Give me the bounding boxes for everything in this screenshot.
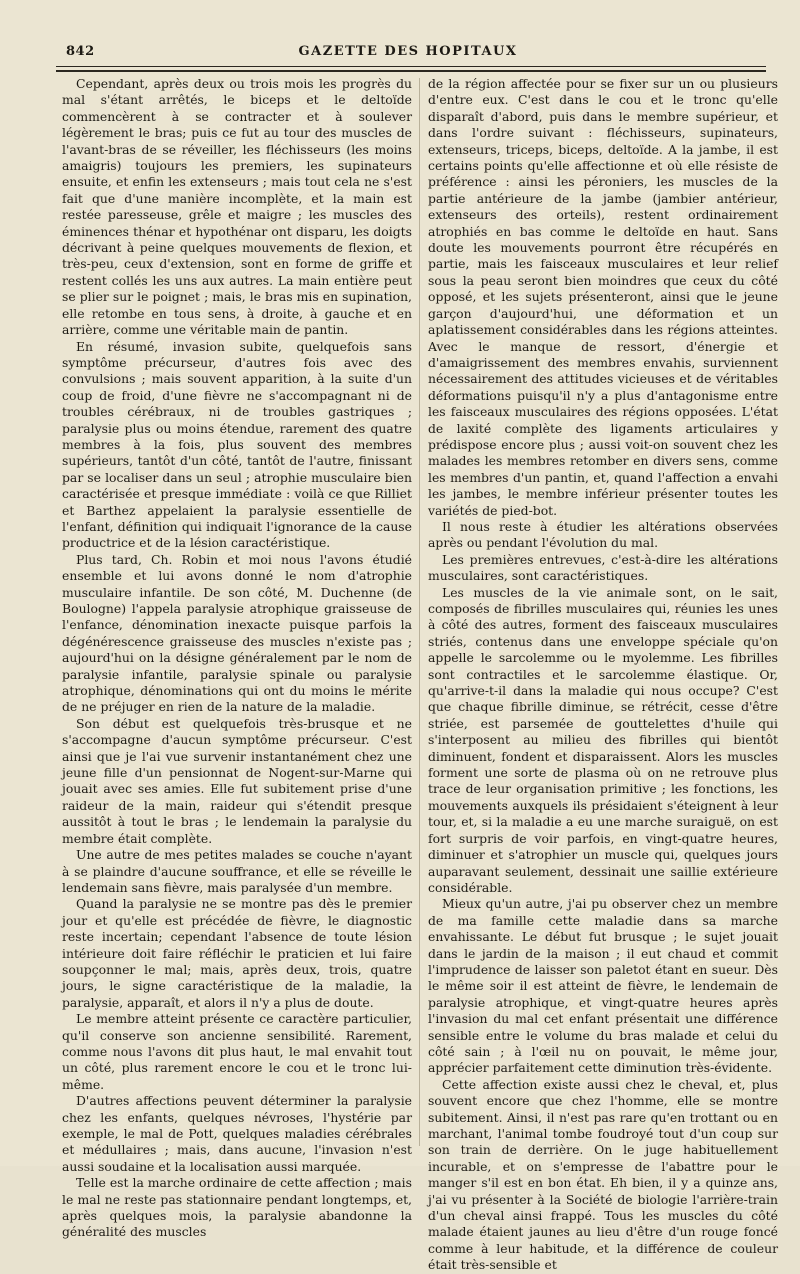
paragraph: Il nous reste à étudier les altérations observées après ou pendant l'évolution du mal. (428, 518, 778, 551)
paragraph: Son début est quelquefois très-brusque et ne s'accompagne d'aucun symptôme précurseur. C'est ainsi que je l'ai vue survenir instantanément chez une jeune fille d'un pensionnat de Nogent-sur-Marne qui jouait avec ses amies. Elle fut subitement prise d'une raideur de la main, raideur qui s'étendit presque aussitôt à tout le bras ; le lendemain la paralysie du membre était complète. (62, 715, 412, 846)
page-number: 842 (66, 44, 95, 59)
running-title: GAZETTE DES HOPITAUX (298, 44, 518, 59)
paragraph: Quand la paralysie ne se montre pas dès le premier jour et qu'elle est précédée de fièvre, le diagnostic reste incertain; cependant l'absence de toute lésion intérieure doit faire réfléchir le praticien et lui faire soupçonner le mal; mais, après deux, trois, quatre jours, le signe caractéristique de la maladie, la paralysie, apparaît, et alors il n'y a plus de doute. (62, 896, 412, 1010)
paragraph: Cependant, après deux ou trois mois les progrès du mal s'étant arrêtés, le biceps et le deltoïde commencèrent à se contracter et à soulever légèrement le bras; puis ce fut au tour des muscles de l'avant-bras de se réveiller, les fléchisseurs (les moins amaigris) toujours les premiers, les supinateurs ensuite, et enfin les extenseurs ; mais tout cela ne s'est fait que d'une manière incomplète, et la main est restée paresseuse, grêle et maigre ; les muscles des éminences thénar et hypothénar ont disparu, les doigts décrivant à peine quelques mouvements de flexion, et très-peu, ceux d'extension, sont en forme de griffe et restent collés les uns aux autres. La main entière peut se plier sur le poignet ; mais, le bras mis en supination, elle retombe en tous sens, à droite, à gauche et en arrière, comme une véritable main de pantin. (62, 76, 412, 338)
paragraph: Telle est la marche ordinaire de cette affection ; mais le mal ne reste pas stationnaire pendant longtemps, et, après quelques mois, la paralysie abandonne la généralité des muscles (62, 1175, 412, 1240)
paragraph: D'autres affections peuvent déterminer la paralysie chez les enfants, quelques névroses, l'hystérie par exemple, le mal de Pott, quelques maladies cérébrales et médullaires ; mais, dans aucune, l'invasion n'est aussi soudaine et la localisation aussi marquée. (62, 1093, 412, 1174)
header-rule-thin (56, 66, 766, 67)
paragraph: de la région affectée pour se fixer sur un ou plusieurs d'entre eux. C'est dans le cou et le tronc qu'elle disparaît d'abord, puis dans le membre supérieur, et dans l'ordre suivant : fléchisseurs, supinateurs, extenseurs, triceps, biceps, deltoïde. A la jambe, il est certains points qu'elle affectionne et où elle résiste de préférence : ainsi les péroniers, les muscles de la partie antérieure de la jambe (jambier antérieur, extenseurs des orteils), restent ordinairement atrophiés en bas comme le deltoïde en haut. Sans doute les mouvements pourront être récupérés en partie, mais les faisceaux musculaires et leur relief sous la peau seront bien moindres que ceux du côté opposé, et les sujets présenteront, ainsi que le jeune garçon d'aujourd'hui, une déformation et un aplatissement considérables dans les régions atteintes. Avec le manque de ressort, d'énergie et d'amaigrissement des membres envahis, surviennent nécessairement des attitudes vicieuses et de véritables déformations puisqu'il n'y a plus d'antagonisme entre les faisceaux musculaires des régions opposées. L'état de laxité complète des ligaments articulaires y prédispose encore plus ; aussi voit-on souvent chez les malades les membres retomber en divers sens, comme les membres d'un pantin, et, quand l'affection a envahi les jambes, le membre inférieur présenter toutes les variétés de pied-bot. (428, 76, 778, 518)
paragraph: Mieux qu'un autre, j'ai pu observer chez un membre de ma famille cette maladie dans sa marche envahissante. Le début fut brusque ; le sujet jouait dans le jardin de la maison ; il eut chaud et commit l'imprudence de laisser son paletot étant en sueur. Dès le même soir il est atteint de fièvre, le lendemain de paralysie atrophique, et vingt-quatre heures après l'invasion du mal cet enfant présentait une différence sensible entre le volume du bras malade et celui du côté sain ; à l'œil nu on pouvait, le même jour, apprécier parfaitement cette diminution très-évidente. (428, 896, 778, 1076)
paragraph: Les muscles de la vie animale sont, on le sait, composés de fibrilles musculaires qui, réunies les unes à côté des autres, forment des faisceaux musculaires striés, contenus dans une enveloppe spéciale qu'on appelle le sarcolemme ou le myolemme. Les fibrilles sont contractiles et le sarcolemme élastique. Or, qu'arrive-t-il dans la maladie qui nous occupe? C'est que chaque fibrille diminue, se rétrécit, cesse d'être striée, est parsemée de gouttelettes d'huile qui s'interposent au milieu des fibrilles qui bientôt diminuent, fondent et disparaissent. Alors les muscles forment une sorte de plasma où on ne retrouve plus trace de leur organisation primitive ; les fonctions, les mouvements auxquels ils présidaient s'éteignent à leur tour, et, si la maladie a eu une marche suraiguë, on est fort surpris de voir parfois, en vingt-quatre heures, diminuer et s'atrophier un muscle qui, quelques jours auparavant seulement, dessinait une saillie extérieure considérable. (428, 584, 778, 895)
left-column (62, 76, 412, 1241)
column-divider (419, 78, 420, 1146)
paragraph: Une autre de mes petites malades se couche n'ayant à se plaindre d'aucune souffrance, et elle se réveille le lendemain sans fièvre, mais paralysée d'un membre. (62, 847, 412, 895)
page-header (52, 38, 764, 64)
header-rule-thick (56, 70, 766, 72)
right-column (428, 76, 778, 1274)
paragraph: Les premières entrevues, c'est-à-dire les altérations musculaires, sont caractéristiques. (428, 551, 778, 584)
paragraph: Plus tard, Ch. Robin et moi nous l'avons étudié ensemble et lui avons donné le nom d'atrophie musculaire infantile. De son côté, M. Duchenne (de Boulogne) l'appela paralysie atrophique graisseuse de l'enfance, dénomination inexacte puisque parfois la dégénérescence graisseuse des muscles n'existe pas ; aujourd'hui on la désigne généralement par le nom de paralysie infantile, paralysie spinale ou paralysie atrophique, dénominations qui ont du moins le mérite de ne préjuger en rien de la nature de la maladie. (62, 551, 412, 715)
paragraph: Le membre atteint présente ce caractère particulier, qu'il conserve son ancienne sensibilité. Rarement, comme nous l'avons dit plus haut, le mal envahit tout un côté, plus rarement encore le cou et le tronc lui-même. (62, 1011, 412, 1092)
paragraph: Cette affection existe aussi chez le cheval, et, plus souvent encore que chez l'homme, elle se montre subitement. Ainsi, il n'est pas rare qu'en trottant ou en marchant, l'animal tombe foudroyé tout d'un coup sur son train de derrière. On le juge habituellement incurable, et on s'empresse de l'abattre pour le manger s'il est en bon état. Eh bien, il y a quinze ans, j'ai vu présenter à la Société de biologie l'arrière-train d'un cheval ainsi frappé. Tous les muscles du côté malade étaient jaunes au lieu d'être d'un rouge foncé comme à leur habitude, et la différence de couleur était très-sensible et (428, 1076, 778, 1273)
paragraph: En résumé, invasion subite, quelquefois sans symptôme précurseur, d'autres fois avec des convulsions ; mais souvent apparition, à la suite d'un coup de froid, d'une fièvre ne s'accompagnant ni de troubles cérébraux, ni de troubles gastriques ; paralysie plus ou moins étendue, rarement des quatre membres à la fois, plus souvent des membres supérieurs, tantôt d'un côté, tantôt de l'autre, finissant par se localiser dans un seul ; atrophie musculaire bien caractérisée et presque immédiate : voilà ce que Rilliet et Barthez appelaient la paralysie essentielle de l'enfant, définition qui indiquait l'ignorance de la cause productrice et de la lésion caractéristique. (62, 338, 412, 551)
